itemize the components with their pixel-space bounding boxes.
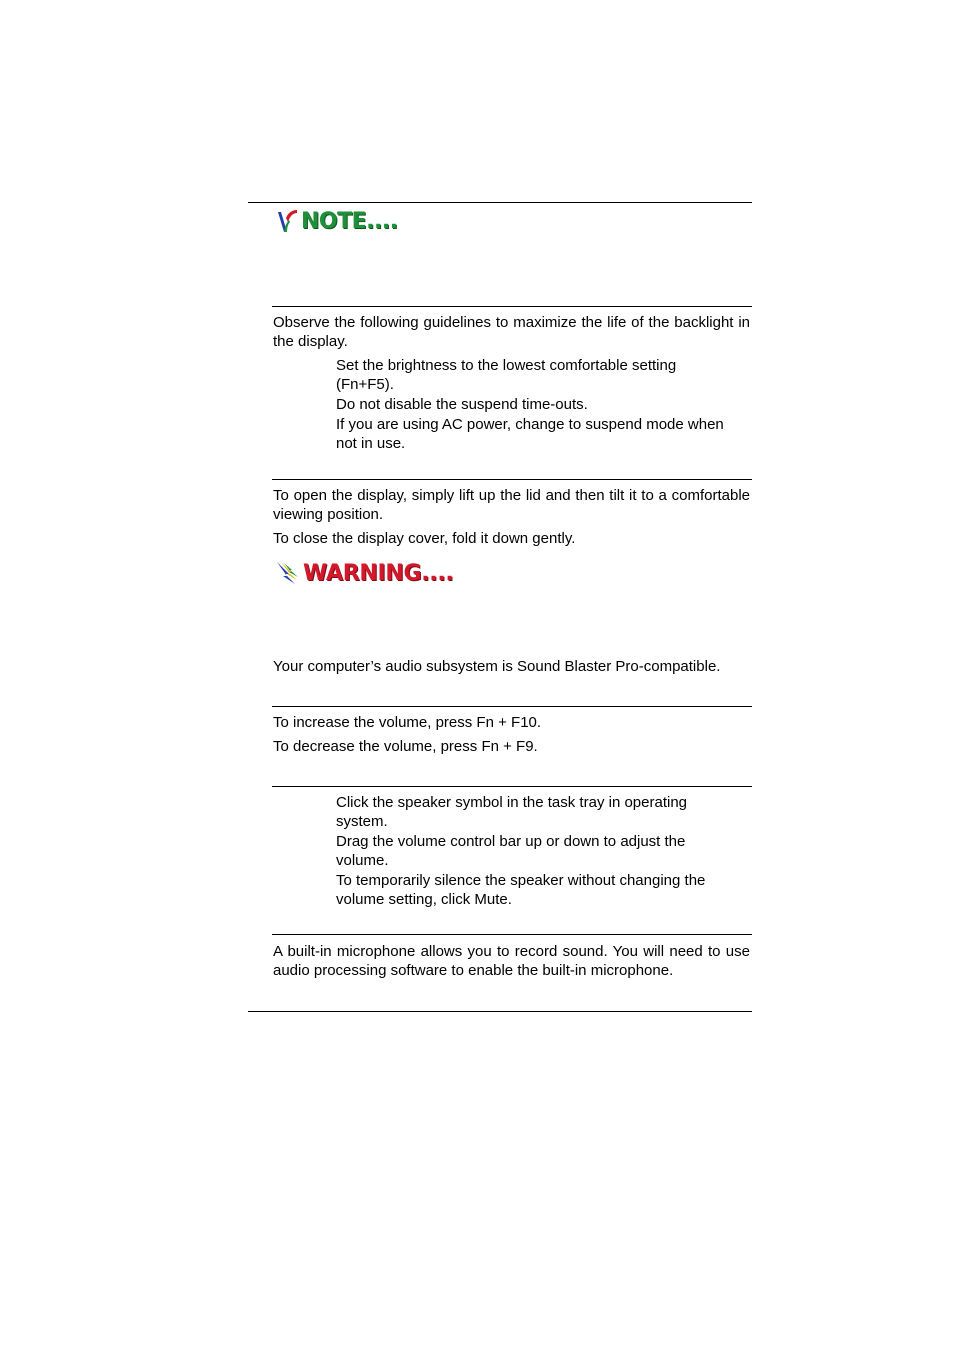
audio-intro: Your computer’s audio subsystem is Sound Blaster Pro-compatible. [273, 658, 721, 675]
microphone-text: A built-in microphone allows you to record sound. You will need to use audio processing software to enable the built-in microphone. [273, 943, 750, 979]
close-display-text: To close the display cover, fold it down gently. [273, 530, 576, 547]
list-item: To temporarily silence the speaker without changing the volume setting, click Mute. [336, 872, 706, 908]
list-item: Drag the volume control bar up or down to adjust the volume. [336, 833, 686, 869]
list-item: Do not disable the suspend time-outs. [336, 396, 588, 413]
backlight-divider [272, 306, 752, 307]
note-badge [275, 208, 398, 234]
volume-increase-text: To increase the volume, press Fn + F10. [273, 714, 542, 731]
list-item: Set the brightness to the lowest comfortable setting (Fn+F5). [336, 357, 677, 393]
note-label: NOTE.... [301, 208, 398, 234]
microphone-divider [272, 934, 752, 935]
volume-os-divider [272, 786, 752, 787]
open-display-text: To open the display, simply lift up the lid and then tilt it to a comfortable viewing position. [273, 487, 750, 523]
warning-badge [275, 560, 453, 586]
volume-keys-divider [272, 706, 752, 707]
list-item: If you are using AC power, change to suspend mode when not in use. [336, 416, 724, 452]
opening-divider [272, 479, 752, 480]
backlight-intro: Observe the following guidelines to maximize the life of the backlight in the display. [273, 314, 750, 350]
warning-label: WARNING.... [303, 560, 454, 586]
lightning-bolt-icon [275, 560, 301, 586]
top-divider [248, 202, 752, 203]
list-item: Click the speaker symbol in the task tray in operating system. [336, 794, 687, 830]
pencil-check-icon [275, 208, 299, 234]
bottom-divider [248, 1011, 752, 1012]
volume-decrease-text: To decrease the volume, press Fn + F9. [273, 738, 538, 755]
